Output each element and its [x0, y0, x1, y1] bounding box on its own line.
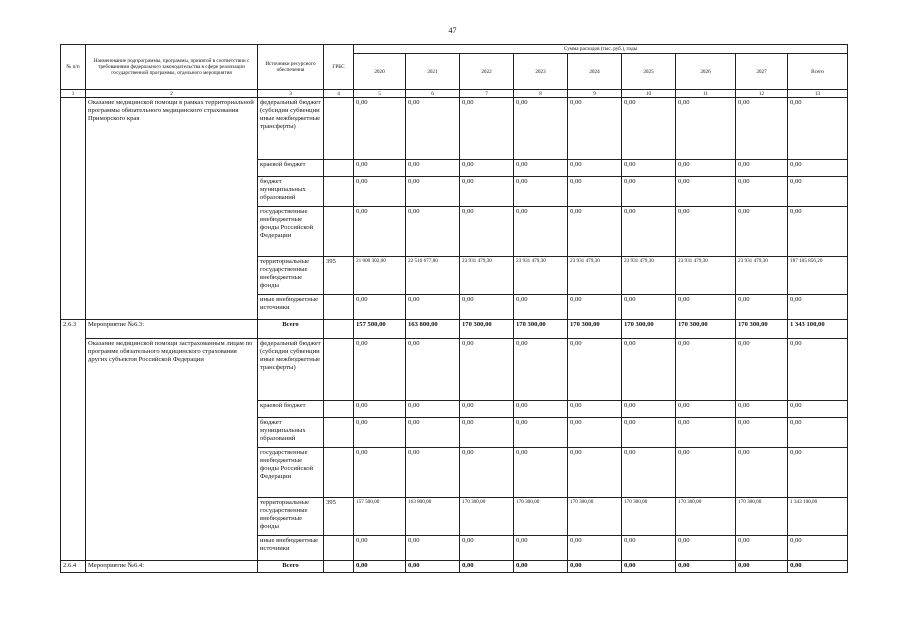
value-cell: 0,00: [514, 339, 568, 401]
item-number: 2.6.3: [61, 320, 86, 561]
total-value-cell: 0,00: [788, 561, 848, 573]
source-municipal: бюджет муниципальных образований: [258, 177, 324, 207]
value-cell: 0,00: [460, 295, 514, 320]
value-cell: 0,00: [788, 536, 848, 561]
column-number: 7: [460, 90, 514, 98]
total-value-cell: 0,00: [460, 561, 514, 573]
header-grbs: ГРБС: [324, 45, 354, 90]
value-cell: 0,00: [354, 536, 406, 561]
value-cell: 0,00: [736, 536, 788, 561]
header-spend-title: Сумма расходов (тыс. руб.), годы: [354, 45, 848, 54]
item-number: 2.6.4: [61, 561, 86, 573]
value-cell: 0,00: [788, 98, 848, 160]
total-value-cell: 157 500,00: [354, 320, 406, 339]
value-cell: 0,00: [622, 177, 676, 207]
value-cell: 0,00: [736, 98, 788, 160]
item-number: [61, 98, 86, 320]
value-cell: 0,00: [676, 177, 736, 207]
value-cell: 0,00: [622, 418, 676, 448]
value-cell: 0,00: [354, 177, 406, 207]
value-cell: 0,00: [354, 418, 406, 448]
value-cell: 0,00: [354, 207, 406, 257]
source-regional: краевой бюджет: [258, 160, 324, 177]
value-cell: 0,00: [460, 536, 514, 561]
value-cell: 0,00: [568, 401, 622, 418]
value-cell: 0,00: [736, 448, 788, 498]
grbs-cell: [324, 295, 354, 320]
value-cell: 0,00: [514, 536, 568, 561]
column-number: 9: [568, 90, 622, 98]
value-cell: 0,00: [460, 339, 514, 401]
value-cell: 170 300,00: [622, 498, 676, 536]
value-cell: 170 300,00: [460, 498, 514, 536]
total-value-cell: 0,00: [676, 561, 736, 573]
source-regional: краевой бюджет: [258, 401, 324, 418]
value-cell: 0,00: [736, 177, 788, 207]
value-cell: 0,00: [736, 160, 788, 177]
value-cell: 0,00: [568, 536, 622, 561]
header-year: 2026: [676, 54, 736, 90]
value-cell: 0,00: [788, 295, 848, 320]
value-cell: 0,00: [568, 295, 622, 320]
source-territorial: территориальные государственные внебюджетные фонды: [258, 498, 324, 536]
header-year: 2021: [406, 54, 460, 90]
item-description: Оказание медицинской помощи в рамках территориальной программы обязательного медицинского страхования Приморского края: [86, 98, 258, 320]
source-municipal: бюджет муниципальных образований: [258, 418, 324, 448]
value-cell: 0,00: [354, 401, 406, 418]
header-year: 2025: [622, 54, 676, 90]
value-cell: 0,00: [354, 295, 406, 320]
total-value-cell: 163 800,00: [406, 320, 460, 339]
value-cell: 0,00: [406, 177, 460, 207]
column-number: 4: [324, 90, 354, 98]
value-cell: 0,00: [788, 401, 848, 418]
value-cell: 0,00: [568, 339, 622, 401]
value-cell: 21 000 302,60: [354, 257, 406, 295]
header-year: Всего: [788, 54, 848, 90]
grbs-cell: [324, 536, 354, 561]
value-cell: 0,00: [788, 207, 848, 257]
value-cell: 0,00: [406, 448, 460, 498]
header-year: 2027: [736, 54, 788, 90]
value-cell: 0,00: [622, 207, 676, 257]
total-value-cell: 0,00: [406, 561, 460, 573]
column-number: 8: [514, 90, 568, 98]
value-cell: 0,00: [676, 536, 736, 561]
header-name: Наименование подпрограммы, программы, принятой в соответствии с требованиями федерального законодательства в сфере реализации государственной программы, отдельного мероприятия: [86, 45, 258, 90]
value-cell: 0,00: [354, 98, 406, 160]
item-description: Оказание медицинской помощи застрахованным лицам по программе обязательного медицинского страхования других субъектов Российской Федерации: [86, 339, 258, 561]
source-other: иные внебюджетные источники: [258, 536, 324, 561]
value-cell: 170 300,00: [568, 498, 622, 536]
value-cell: 0,00: [406, 401, 460, 418]
column-number: 1: [61, 90, 86, 98]
value-cell: 0,00: [406, 160, 460, 177]
value-cell: 0,00: [568, 98, 622, 160]
value-cell: 0,00: [676, 207, 736, 257]
column-number: 6: [406, 90, 460, 98]
header-year: 2022: [460, 54, 514, 90]
value-cell: 23 931 479,30: [514, 257, 568, 295]
value-cell: 23 931 479,30: [736, 257, 788, 295]
value-cell: 0,00: [676, 98, 736, 160]
value-cell: 0,00: [788, 160, 848, 177]
value-cell: 0,00: [676, 160, 736, 177]
value-cell: 0,00: [406, 536, 460, 561]
expenditure-table: [60, 44, 848, 573]
header-no: № п/п: [61, 45, 86, 90]
source-federal: федеральный бюджет (субсидии субвенции иные межбюджетные трансферты): [258, 98, 324, 160]
budget-row: [61, 98, 848, 160]
total-row: [61, 320, 848, 339]
grbs-cell: [324, 207, 354, 257]
source-other: иные внебюджетные источники: [258, 295, 324, 320]
value-cell: 0,00: [406, 339, 460, 401]
value-cell: 0,00: [354, 339, 406, 401]
value-cell: 0,00: [354, 160, 406, 177]
header-year: 2023: [514, 54, 568, 90]
value-cell: 0,00: [676, 401, 736, 418]
value-cell: 0,00: [514, 401, 568, 418]
total-value-cell: 1 343 100,00: [788, 320, 848, 339]
value-cell: 0,00: [736, 207, 788, 257]
value-cell: 0,00: [622, 339, 676, 401]
value-cell: 0,00: [514, 207, 568, 257]
value-cell: 23 931 479,30: [568, 257, 622, 295]
grbs-cell: [324, 98, 354, 160]
value-cell: 0,00: [460, 98, 514, 160]
header-year: 2020: [354, 54, 406, 90]
total-value-cell: 170 300,00: [622, 320, 676, 339]
value-cell: 0,00: [788, 177, 848, 207]
value-cell: 0,00: [514, 160, 568, 177]
item-title: Мероприятие №6.3:: [86, 320, 258, 339]
value-cell: 0,00: [622, 448, 676, 498]
value-cell: 23 931 479,30: [676, 257, 736, 295]
value-cell: 0,00: [622, 160, 676, 177]
value-cell: 0,00: [568, 160, 622, 177]
source-federal: федеральный бюджет (субсидии субвенции иные межбюджетные трансферты): [258, 339, 324, 401]
value-cell: 157 500,00: [354, 498, 406, 536]
value-cell: 0,00: [406, 418, 460, 448]
value-cell: 0,00: [460, 207, 514, 257]
total-value-cell: 170 300,00: [676, 320, 736, 339]
source-territorial: территориальные государственные внебюджетные фонды: [258, 257, 324, 295]
value-cell: 22 516 677,80: [406, 257, 460, 295]
value-cell: 163 800,00: [406, 498, 460, 536]
value-cell: 23 931 479,30: [460, 257, 514, 295]
page-number: 47: [448, 26, 457, 35]
column-number: 5: [354, 90, 406, 98]
value-cell: 0,00: [736, 401, 788, 418]
grbs-cell: [324, 339, 354, 401]
value-cell: 0,00: [568, 418, 622, 448]
value-cell: 0,00: [406, 207, 460, 257]
total-value-cell: 0,00: [622, 561, 676, 573]
header-year: 2024: [568, 54, 622, 90]
value-cell: 0,00: [460, 448, 514, 498]
grbs-cell: [324, 561, 354, 573]
grbs-cell: 395: [324, 257, 354, 295]
grbs-cell: [324, 160, 354, 177]
value-cell: 0,00: [622, 401, 676, 418]
value-cell: 0,00: [568, 448, 622, 498]
grbs-cell: [324, 320, 354, 339]
value-cell: 0,00: [514, 98, 568, 160]
column-number: 11: [676, 90, 736, 98]
value-cell: 0,00: [676, 339, 736, 401]
value-cell: 0,00: [676, 448, 736, 498]
value-cell: 170 300,00: [736, 498, 788, 536]
grbs-cell: 395: [324, 498, 354, 536]
value-cell: 0,00: [676, 295, 736, 320]
grbs-cell: [324, 401, 354, 418]
total-value-cell: 170 300,00: [568, 320, 622, 339]
grbs-cell: [324, 448, 354, 498]
total-value-cell: 0,00: [736, 561, 788, 573]
value-cell: 0,00: [514, 177, 568, 207]
value-cell: 0,00: [622, 536, 676, 561]
column-number: 13: [788, 90, 848, 98]
total-value-cell: 0,00: [568, 561, 622, 573]
total-value-cell: 170 300,00: [514, 320, 568, 339]
grbs-cell: [324, 418, 354, 448]
source-state-funds: государственные внебюджетные фонды Российской Федерации: [258, 207, 324, 257]
value-cell: 0,00: [460, 160, 514, 177]
total-row: [61, 561, 848, 573]
total-value-cell: 0,00: [514, 561, 568, 573]
total-value-cell: 170 300,00: [736, 320, 788, 339]
value-cell: 0,00: [622, 98, 676, 160]
source-total: Всего: [258, 320, 324, 339]
value-cell: 0,00: [568, 207, 622, 257]
value-cell: 0,00: [736, 339, 788, 401]
total-value-cell: 170 300,00: [460, 320, 514, 339]
source-state-funds: государственные внебюджетные фонды Российской Федерации: [258, 448, 324, 498]
value-cell: 23 931 479,30: [622, 257, 676, 295]
budget-row: [61, 339, 848, 401]
value-cell: 0,00: [514, 448, 568, 498]
value-cell: 0,00: [460, 177, 514, 207]
total-value-cell: 0,00: [354, 561, 406, 573]
header-source: Источники ресурсного обеспечения: [258, 45, 324, 90]
column-number: 10: [622, 90, 676, 98]
source-total: Всего: [258, 561, 324, 573]
value-cell: 170 300,00: [676, 498, 736, 536]
value-cell: 0,00: [622, 295, 676, 320]
value-cell: 0,00: [736, 418, 788, 448]
value-cell: 0,00: [406, 295, 460, 320]
grbs-cell: [324, 177, 354, 207]
value-cell: 0,00: [514, 295, 568, 320]
value-cell: 0,00: [406, 98, 460, 160]
value-cell: 0,00: [676, 418, 736, 448]
value-cell: 0,00: [460, 418, 514, 448]
value-cell: 0,00: [736, 295, 788, 320]
column-number: 3: [258, 90, 324, 98]
value-cell: 0,00: [514, 418, 568, 448]
column-number: 12: [736, 90, 788, 98]
value-cell: 1 343 100,00: [788, 498, 848, 536]
item-title: Мероприятие №6.4:: [86, 561, 258, 573]
value-cell: 170 300,00: [514, 498, 568, 536]
value-cell: 0,00: [788, 448, 848, 498]
value-cell: 187 105 856,20: [788, 257, 848, 295]
column-number: 2: [86, 90, 258, 98]
value-cell: 0,00: [788, 339, 848, 401]
value-cell: 0,00: [354, 448, 406, 498]
value-cell: 0,00: [568, 177, 622, 207]
value-cell: 0,00: [460, 401, 514, 418]
value-cell: 0,00: [788, 418, 848, 448]
